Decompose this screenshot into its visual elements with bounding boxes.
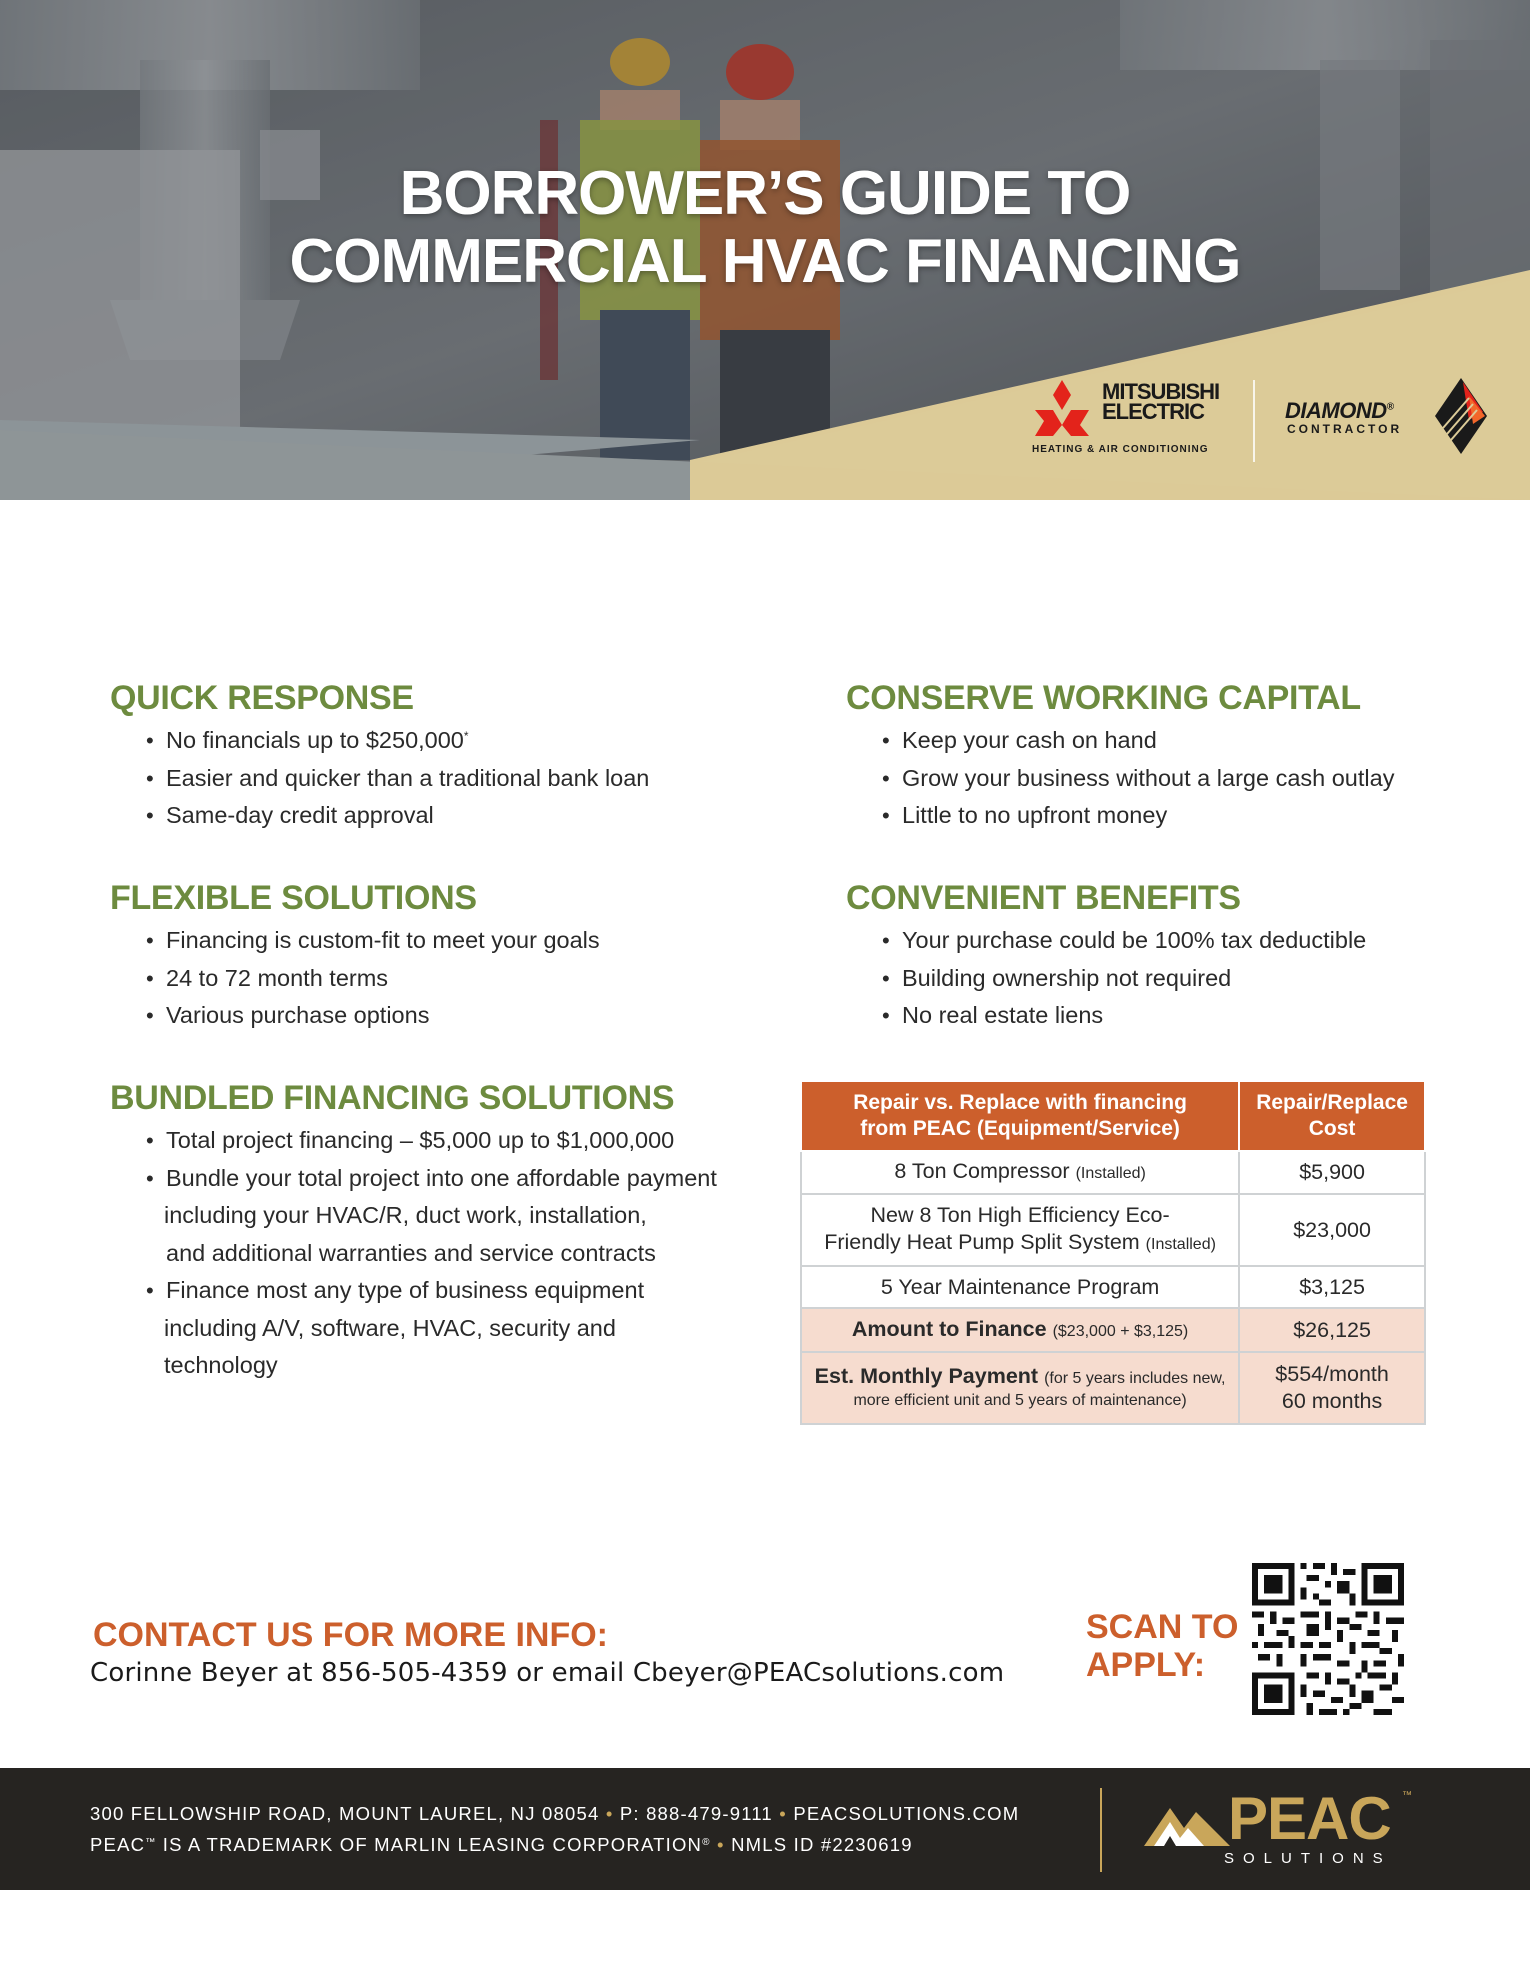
section-title-bundled-financing: BUNDLED FINANCING SOLUTIONS	[110, 1079, 675, 1117]
convenient-benefits-list	[846, 922, 1366, 1035]
footer-line-trademark: PEAC™ IS A TRADEMARK OF MARLIN LEASING CORPORATION® • NMLS ID #2230619	[90, 1834, 913, 1855]
list-item: • Total project financing – $5,000 up to $1,000,000	[146, 1122, 717, 1160]
list-item: • Your purchase could be 100% tax deductible	[882, 922, 1366, 960]
peac-solutions-logo: PEAC ™ SOLUTIONS	[1144, 1786, 1414, 1876]
list-item: • Financing is custom-fit to meet your goals	[146, 922, 600, 960]
logo-divider	[1253, 380, 1255, 462]
table-row	[801, 1151, 1425, 1194]
section-flexible-solutions	[110, 878, 600, 1035]
list-item: • Bundle your total project into one affordable payment including your HVAC/R, duct work, installation, and additional warranties and service contracts	[146, 1160, 717, 1273]
table-row	[801, 1308, 1425, 1352]
table-cell-item: 8 Ton Compressor (Installed)	[801, 1151, 1239, 1194]
section-title-convenient-benefits: CONVENIENT BENEFITS	[846, 879, 1241, 917]
table-row	[801, 1194, 1425, 1266]
qr-code-icon[interactable]	[1252, 1563, 1404, 1715]
list-item: • Keep your cash on hand	[882, 722, 1394, 760]
table-cell-cost: $23,000	[1239, 1194, 1425, 1266]
bundled-financing-list	[110, 1122, 717, 1385]
contact-heading: CONTACT US FOR MORE INFO:	[93, 1616, 608, 1654]
mitsubishi-subtitle: HEATING & AIR CONDITIONING	[1032, 444, 1209, 455]
list-item: • Grow your business without a large cash outlay	[882, 760, 1394, 798]
hero-title-line1: BORROWER’S GUIDE TO	[399, 159, 1131, 228]
diamond-contractor-mark-icon	[1433, 376, 1489, 456]
table-cell-cost: $554/month 60 months	[1239, 1352, 1425, 1424]
table-cell-cost: $3,125	[1239, 1266, 1425, 1308]
list-item: • Same-day credit approval	[146, 797, 649, 835]
mitsubishi-electric-logo	[1030, 376, 1230, 456]
diamond-name: DIAMOND®	[1285, 398, 1394, 423]
table-cell-item: New 8 Ton High Efficiency Eco- Friendly Heat Pump Split System (Installed)	[801, 1194, 1239, 1266]
quick-response-list	[110, 722, 649, 835]
table-cell-item: Est. Monthly Payment (for 5 years includes new, more efficient unit and 5 years of maintenance)	[801, 1352, 1239, 1424]
mitsubishi-name: MITSUBISHI ELECTRIC	[1102, 379, 1220, 424]
section-bundled-financing	[110, 1078, 717, 1385]
list-item: • Little to no upfront money	[882, 797, 1394, 835]
conserve-working-capital-list	[846, 722, 1394, 835]
footer	[0, 1768, 1530, 1890]
footer-website-link[interactable]: PEACSOLUTIONS.COM	[793, 1803, 1020, 1824]
footer-divider	[1100, 1788, 1102, 1872]
contact-details[interactable]: Corinne Beyer at 856-505-4359 or email Cbeyer@PEACsolutions.com	[90, 1658, 1005, 1688]
list-item: • No financials up to $250,000*	[146, 722, 649, 760]
table-cell-item: Amount to Finance ($23,000 + $3,125)	[801, 1308, 1239, 1352]
table-row	[801, 1352, 1425, 1424]
section-title-flexible-solutions: FLEXIBLE SOLUTIONS	[110, 879, 477, 917]
footer-line-address: 300 FELLOWSHIP ROAD, MOUNT LAUREL, NJ 08054 • P: 888-479-9111 • PEACSOLUTIONS.COM	[90, 1803, 1020, 1824]
footer-info	[90, 1798, 1019, 1860]
section-conserve-working-capital	[846, 678, 1394, 835]
table-cell-item: 5 Year Maintenance Program	[801, 1266, 1239, 1308]
peac-mountain-icon	[1144, 1794, 1230, 1850]
section-convenient-benefits	[846, 878, 1366, 1035]
list-item: • Building ownership not required	[882, 960, 1366, 998]
table-header-cost: Repair/Replace Cost	[1239, 1081, 1425, 1151]
list-item: • Easier and quicker than a traditional bank loan	[146, 760, 649, 798]
page-bottom-margin	[0, 1890, 1530, 1980]
mitsubishi-diamonds-icon	[1030, 380, 1094, 436]
list-item: • No real estate liens	[882, 997, 1366, 1035]
repair-vs-replace-table	[800, 1080, 1426, 1425]
list-item: • 24 to 72 month terms	[146, 960, 600, 998]
scan-to-apply-label: SCAN TO APPLY:	[1086, 1608, 1239, 1684]
section-title-conserve-working-capital: CONSERVE WORKING CAPITAL	[846, 679, 1361, 717]
hero-title	[0, 160, 1530, 296]
flexible-solutions-list	[110, 922, 600, 1035]
diamond-contractor-logo	[1283, 376, 1493, 456]
section-title-quick-response: QUICK RESPONSE	[110, 679, 414, 717]
list-item: • Finance most any type of business equipment including A/V, software, HVAC, security and technology	[146, 1272, 717, 1385]
table-header-item: Repair vs. Replace with financing from PEAC (Equipment/Service)	[801, 1081, 1239, 1151]
table-row	[801, 1266, 1425, 1308]
diamond-subtitle: CONTRACTOR	[1287, 422, 1403, 436]
list-item: • Various purchase options	[146, 997, 600, 1035]
section-quick-response	[110, 678, 649, 835]
hero-banner	[0, 0, 1530, 500]
hero-title-line2: COMMERCIAL HVAC FINANCING	[289, 227, 1241, 296]
table-cell-cost: $5,900	[1239, 1151, 1425, 1194]
table-header-row	[801, 1081, 1425, 1151]
table-cell-cost: $26,125	[1239, 1308, 1425, 1352]
